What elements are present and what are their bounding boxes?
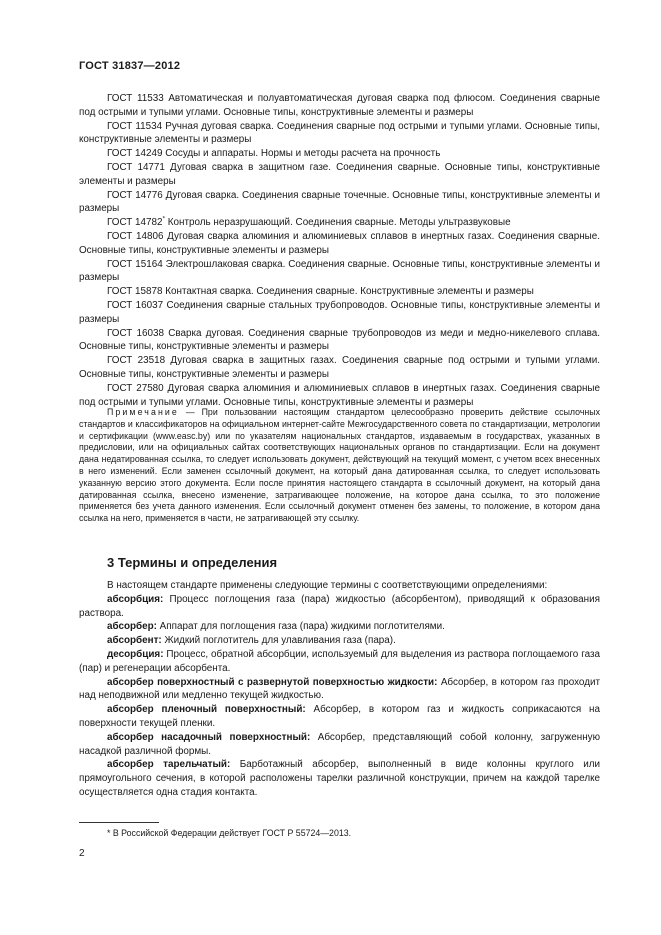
term-definition: Абсорбер, представляющий собой колонну, загруженную насадкой различной формы. [79,731,601,757]
reference-item: ГОСТ 11534 Ручная дуговая сварка. Соединения сварные под острыми и тупыми углами. Основные типы, конструктивные элементы и размеры [79,120,600,146]
reference-title: Контроль неразрушающий. Соединения сварные. Методы ультразвуковые [165,217,511,229]
term-name: абсорбер насадочный поверхностный: [107,731,311,743]
note-paragraph [79,407,600,525]
term-definition: Процесс, обратной абсорбции, используемый для выделения из раствора поглощаемого газа (пар) и регенерации абсорбента. [79,648,600,674]
term-entry [79,593,600,621]
terms-intro: В настоящем стандарте применены следующие термины с соответствующими определениями: [107,580,548,591]
term-definition: Абсорбер, в котором газ и жидкость соприкасаются на поверхности текущей пленки. [79,704,600,729]
footnote-marker: * [162,215,166,223]
reference-item: ГОСТ 15164 Электрошлаковая сварка. Соединения сварные. Основные типы, конструктивные элементы и размеры [79,258,600,284]
document-header: ГОСТ 31837—2012 [79,60,181,72]
page-number: 2 [79,848,85,859]
reference-item: ГОСТ 23518 Дуговая сварка в защитных газах. Соединения сварные под острыми и тупыми углами. Основные типы, конструктивные элементы и размеры [79,355,600,380]
footnote-divider [79,822,159,823]
term-definition: Абсорбер, в котором газ проходит над неподвижной или медленно текущей жидкостью. [79,676,600,702]
reference-item: ГОСТ 16037 Соединения сварные стальных трубопроводов. Основные типы, конструктивные элементы и размеры [79,299,600,325]
reference-item [79,216,600,230]
reference-code: ГОСТ 14782 [107,217,163,229]
term-name: абсорбер тарельчатый: [107,759,231,771]
term-definition: Аппарат для поглощения газа (пара) жидкими поглотителями. [156,621,445,633]
note-label: Примечание [107,407,179,417]
terms-list [79,579,600,800]
term-name: абсорбер: [107,621,157,633]
term-name: абсорбер пленочный поверхностный: [107,704,306,716]
reference-item: ГОСТ 15878 Контактная сварка. Соединения сварные. Конструктивные элементы и размеры [107,286,534,298]
term-definition: Процесс поглощения газа (пара) жидкостью (абсорбентом), приводящий к образования раствора. [79,593,600,619]
reference-item: ГОСТ 27580 Дуговая сварка алюминия и алюминиевых сплавов в инертных газах. Соединения сварные под острыми и тупыми углами. Основные типы, конструктивные элементы и размеры [79,382,600,408]
term-name: абсорбция: [107,593,164,605]
note-text: — При пользовании настоящим стандартом целесообразно проверить действие ссылочных стандартов и классификаторов на официальном интернет-сайте Межгосударственного совета по стандартизации, метрологии и сертификации (www.easc.by) или по указателям национальных стандартов, издаваемым в государствах, указанных в предисловии, или на официальных сайтах соответствующих национальных органов по стандартизации. Если на документ дана недатированная ссылка, то следует использовать документ, действующий на текущий момент, с учетом всех внесенных в него изменений. Если заменен ссылочный документ, на который дана датированная ссылка, то следует использовать указанную версию этого документа. Если после принятия настоящего стандарта в ссылочный документ, на который дана датированная ссылка, внесено изменение, затрагивающее положение, на которое дана ссылка, то это положение применяется без учета данного изменения. Если ссылочный документ отменен без замены, то положение, в котором дана ссылка на него, применяется в части, не затрагивающей эту ссылку. [79,407,600,524]
term-definition: Жидкий поглотитель для улавливания газа (пара). [161,635,396,647]
term-entry [79,620,600,634]
term-name: десорбция: [107,648,164,660]
term-entry [79,676,600,704]
term-entry [79,703,600,731]
term-entry [79,634,600,648]
footnote: * В Российской Федерации действует ГОСТ Р 55724—2013. [107,828,352,838]
term-entry [79,648,600,676]
reference-item: ГОСТ 16038 Сварка дуговая. Соединения сварные трубопроводов из меди и медно-никелевого сплава. Основные типы, конструктивные элементы и размеры [79,327,600,353]
reference-item: ГОСТ 14806 Дуговая сварка алюминия и алюминиевых сплавов в инертных газах. Соединения сварные. Основные типы, конструктивные элементы и размеры [79,230,600,256]
reference-item: ГОСТ 11533 Автоматическая и полуавтоматическая дуговая сварка под флюсом. Соединения сварные под острыми и тупыми углами. Основные типы, конструктивные элементы и размеры [79,93,600,118]
normative-references [79,92,600,409]
reference-item: ГОСТ 14771 Дуговая сварка в защитном газе. Соединения сварные. Основные типы, конструктивные элементы и размеры [79,161,600,187]
section-heading: 3 Термины и определения [107,555,278,570]
term-entry [79,758,600,799]
term-definition: Барботажный абсорбер, выполненный в виде колонны круглого или прямоугольного сечения, в которой расположены тарелки различной конструкции, причем на каждой тарелке осуществляется одна стадия контакта. [79,759,600,798]
term-entry [79,731,600,759]
reference-item: ГОСТ 14776 Дуговая сварка. Соединения сварные точечные. Основные типы, конструктивные элементы и размеры [79,189,600,215]
reference-item: ГОСТ 14249 Сосуды и аппараты. Нормы и методы расчета на прочность [107,148,441,160]
term-name: абсорбент: [107,635,162,647]
term-name: абсорбер поверхностный с развернутой поверхностью жидкости: [107,676,438,688]
